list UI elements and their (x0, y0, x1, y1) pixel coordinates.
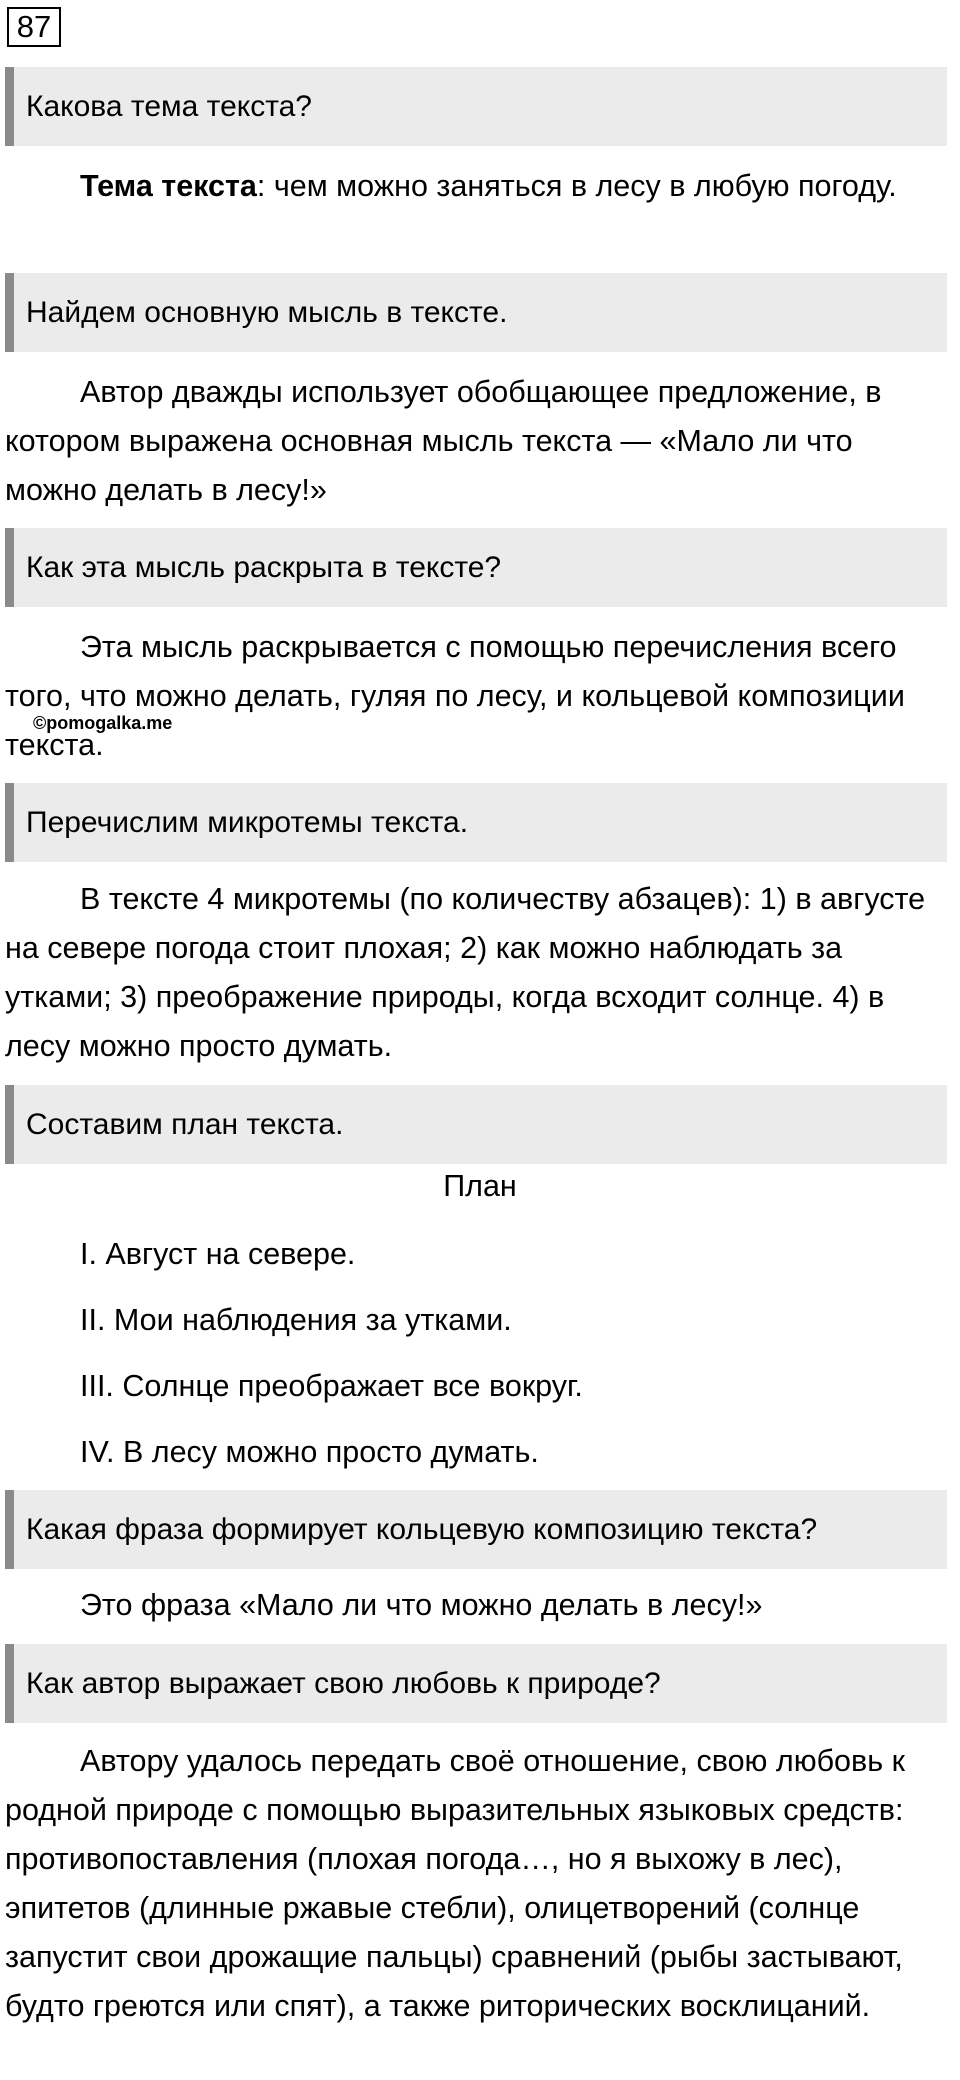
question-main-idea: Найдем основную мысль в тексте. (5, 273, 947, 352)
answer-main-idea: Автор дважды использует обобщающее предложение, в котором выражена основная мысль текста — «Мало ли что можно делать в лесу!» (5, 375, 882, 507)
question-love-for-nature: Как автор выражает свою любовь к природе? (5, 1644, 947, 1723)
question-idea-disclosure: Как эта мысль раскрыта в тексте? (5, 528, 947, 607)
answer-microtopics: В тексте 4 микротемы (по количеству абзацев): 1) в августе на севере погода стоит плохая; 2) как можно наблюдать за утками; 3) преображение природы, когда всходит солнце. 4) в лесу можно просто думать. (5, 882, 926, 1063)
watermark: ©pomogalka.me (33, 713, 173, 733)
answer-topic (5, 162, 950, 211)
question-microtopics: Перечислим микротемы текста. (5, 783, 947, 862)
plan-title: План (443, 1169, 517, 1203)
question-ring-composition: Какая фраза формирует кольцевую композицию текста? (5, 1490, 947, 1569)
question-topic: Какова тема текста? (5, 67, 947, 146)
answer-ring-composition: Это фраза «Мало ли что можно делать в лесу!» (80, 1588, 763, 1622)
plan-item: I. Август на севере. (80, 1237, 356, 1271)
answer-topic-text: : чем можно заняться в лесу в любую погоду. (256, 169, 897, 203)
plan-item: IV. В лесу можно просто думать. (80, 1435, 539, 1469)
plan-item: II. Мои наблюдения за утками. (80, 1303, 512, 1337)
answer-idea-disclosure: Эта мысль раскрывается с помощью перечисления всего того, что можно делать, гуляя по лесу, и кольцевой композиции текста. (5, 630, 905, 762)
plan-item: III. Солнце преображает все вокруг. (80, 1369, 583, 1403)
question-plan: Составим план текста. (5, 1085, 947, 1164)
answer-love-for-nature: Автору удалось передать своё отношение, свою любовь к родной природе с помощью выразительных языковых средств: противопоставления (плохая погода…, но я выхожу в лес), эпитетов (длинные ржавые стебли), олицетворений (солнце запустит свои дрожащие пальцы) сравнений (рыбы застывают, будто греются или спят), а также риторических восклицаний. (5, 1744, 905, 2023)
answer-topic-label: Тема текста (80, 169, 257, 203)
task-number: 87 (7, 7, 61, 47)
